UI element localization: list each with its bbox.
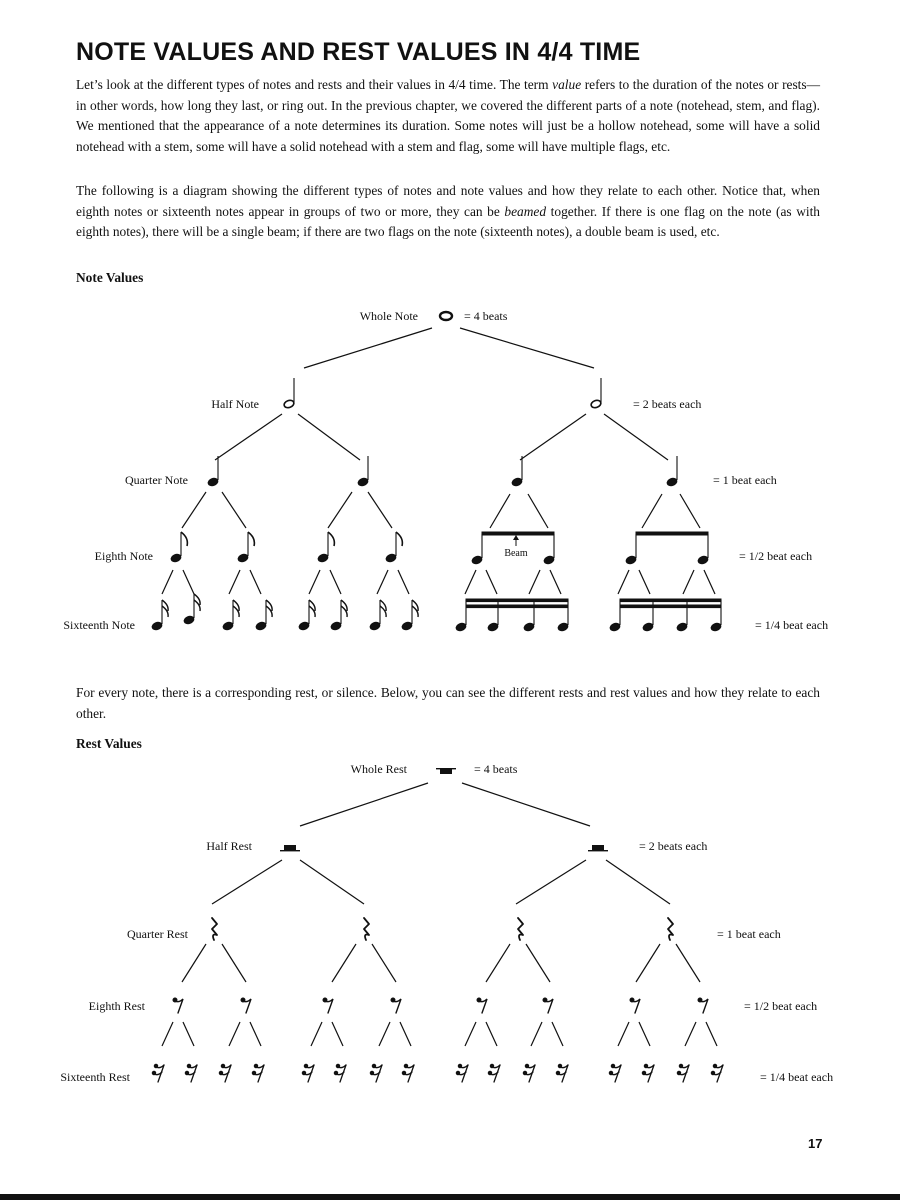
whole-note-value: = 4 beats (464, 309, 508, 323)
quarter-note-value: = 1 beat each (713, 473, 777, 487)
whole-rest-label: Whole Rest (350, 762, 407, 776)
quarter-rest-label: Quarter Rest (127, 927, 188, 941)
half-rest-icon (588, 845, 608, 851)
sixteenth-rest-icon (456, 1064, 468, 1082)
whole-rest-value: = 4 beats (474, 762, 518, 776)
sixteenth-rest-icon (523, 1064, 535, 1082)
sixteenth-rest-icon (252, 1064, 264, 1082)
page-number: 17 (808, 1136, 823, 1151)
half-rest-icon (280, 845, 300, 851)
sixteenth-rest-icon (334, 1064, 346, 1082)
eighth-rest-icon (698, 998, 708, 1013)
sixteenth-rest-icon (556, 1064, 568, 1082)
sixteenth-rest-icon (152, 1064, 164, 1082)
beam-label: Beam (504, 548, 528, 559)
eighth-rest-icon (241, 998, 251, 1013)
sixteenth-rest-icon (402, 1064, 414, 1082)
sixteenth-note-label: Sixteenth Note (63, 618, 135, 632)
eighth-note-label: Eighth Note (94, 549, 153, 563)
half-note-value: = 2 beats each (633, 397, 702, 411)
page-title: NOTE VALUES AND REST VALUES IN 4/4 TIME (76, 38, 641, 66)
sixteenth-rest-icon (219, 1064, 231, 1082)
sixteenth-rest-icon (302, 1064, 314, 1082)
sixteenth-rest-icon (711, 1064, 723, 1082)
eighth-note-value: = 1/2 beat each (739, 549, 813, 563)
eighth-rest-icon (323, 998, 333, 1013)
eighth-rest-icon (543, 998, 553, 1013)
half-rest-label: Half Rest (206, 839, 252, 853)
half-rest-value: = 2 beats each (639, 839, 708, 853)
intro-paragraph: Let’s look at the different types of notes and rests and their values in 4/4 time. The term value refers to the duration of the notes or rests—in other words, how long they last, or ring out. In the previous chapter, we covered the different parts of a note (notehead, stem, and flag). We mentioned that the appearance of a note determines its duration. Some notes will just be a hollow notehead, some will have a solid notehead with a stem, some will have a solid notehead with a stem and flag, some will have multiple flags, etc. (76, 77, 821, 154)
quarter-rest-icon (212, 918, 217, 940)
diagram-intro-paragraph: The following is a diagram showing the different types of notes and note values and how they relate to each other. Notice that, when eighth notes or sixteenth notes appear in groups of two or more, they can be beamed together. If there is one flag on the note (as with eighth notes), there will be a single beam; if there are two flags on the note (sixteenth notes), a double beam is used, etc. (76, 183, 820, 240)
rest-values-heading: Rest Values (76, 736, 142, 751)
quarter-rest-icon (518, 918, 523, 940)
eighth-rest-label: Eighth Rest (88, 999, 145, 1013)
sixteenth-rest-icon (185, 1064, 197, 1082)
quarter-rest-icon (364, 918, 369, 940)
whole-note-label: Whole Note (359, 309, 418, 323)
rests-intro-paragraph: For every note, there is a corresponding rest, or silence. Below, you can see the different rests and rest values and how they relate to each other. (76, 685, 820, 721)
sixteenth-rest-label: Sixteenth Rest (60, 1070, 130, 1084)
eighth-rest-icon (391, 998, 401, 1013)
bottom-rule (0, 1194, 900, 1200)
note-values-heading: Note Values (76, 270, 144, 285)
sixteenth-rest-icon (370, 1064, 382, 1082)
sixteenth-rest-icon (488, 1064, 500, 1082)
sixteenth-rest-value: = 1/4 beat each (760, 1070, 834, 1084)
sixteenth-rest-icon (609, 1064, 621, 1082)
eighth-rest-icon (173, 998, 183, 1013)
whole-rest-icon (436, 768, 456, 774)
eighth-rest-icon (477, 998, 487, 1013)
sixteenth-rest-icon (642, 1064, 654, 1082)
eighth-rest-icon (630, 998, 640, 1013)
quarter-rest-icon (668, 918, 673, 940)
eighth-rest-value: = 1/2 beat each (744, 999, 818, 1013)
quarter-note-label: Quarter Note (125, 473, 188, 487)
sixteenth-rest-icon (677, 1064, 689, 1082)
sixteenth-note-value: = 1/4 beat each (755, 618, 829, 632)
quarter-rest-value: = 1 beat each (717, 927, 781, 941)
half-note-label: Half Note (211, 397, 259, 411)
